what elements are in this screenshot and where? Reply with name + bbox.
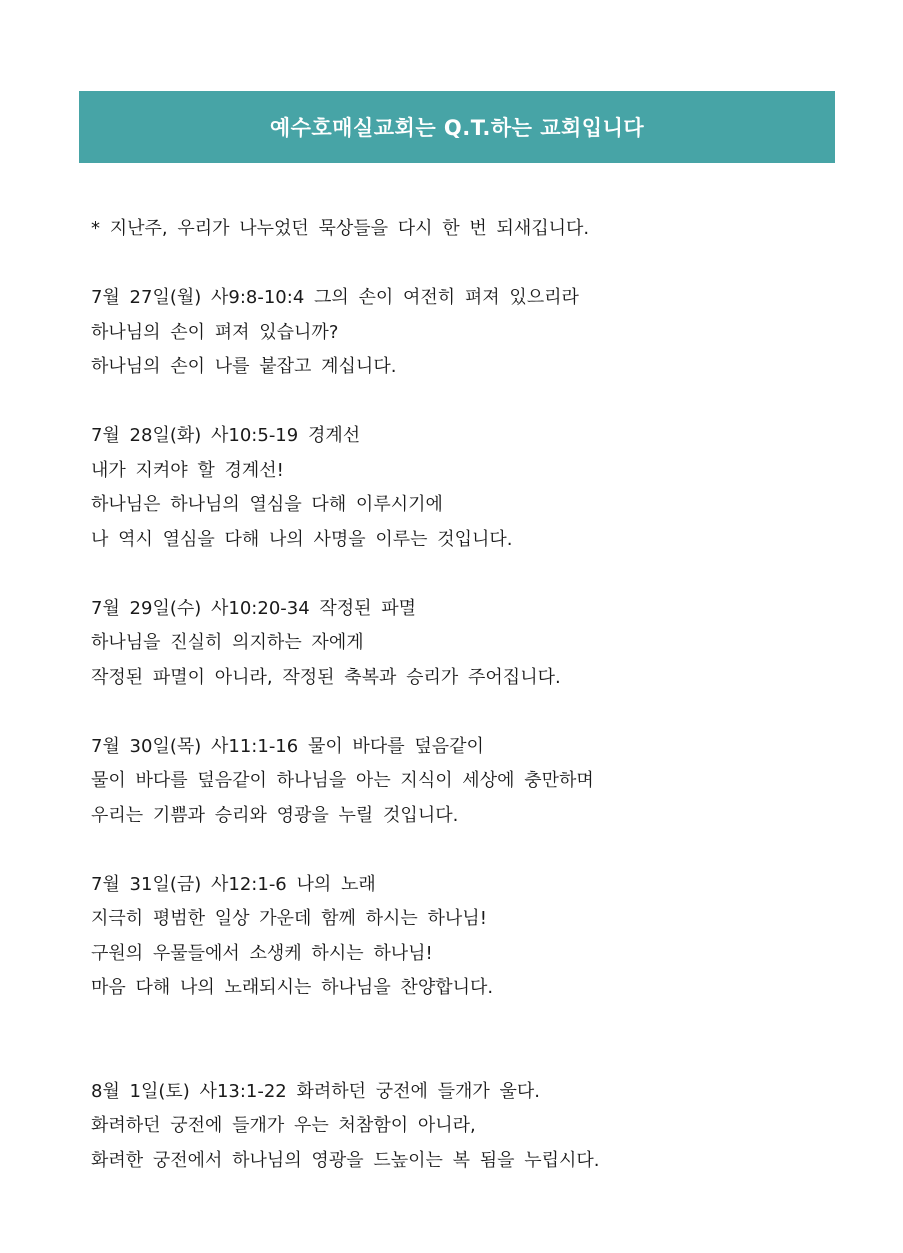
entry-jul-29 (91, 592, 831, 696)
entry-jul-27 (91, 281, 831, 385)
intro-text: * 지난주, 우리가 나누었던 묵상들을 다시 한 번 되새깁니다. (91, 218, 590, 239)
header-banner (79, 91, 835, 163)
entry-line: 우리는 기쁨과 승리와 영광을 누릴 것입니다. (91, 804, 459, 826)
spacer (91, 557, 831, 592)
spacer (91, 1006, 831, 1075)
page-title: 예수호매실교회는 Q.T.하는 교회입니다 (269, 116, 645, 140)
entry-heading: 7월 27일(월) 사9:8-10:4 그의 손이 여전히 펴져 있으리라 (91, 287, 579, 308)
entry-heading: 7월 30일(목) 사11:1-16 물이 바다를 덮음같이 (91, 735, 484, 757)
entry-line: 작정된 파멸이 아니라, 작정된 축복과 승리가 주어집니다. (91, 666, 561, 688)
entry-line: 마음 다해 나의 노래되시는 하나님을 찬양합니다. (91, 977, 494, 998)
entry-line: 하나님의 손이 나를 붙잡고 계십니다. (91, 356, 397, 377)
entry-line: 물이 바다를 덮음같이 하나님을 아는 지식이 세상에 충만하며 (91, 770, 594, 791)
entry-line: 구원의 우물들에서 소생케 하시는 하나님! (91, 942, 433, 964)
entry-jul-30 (91, 730, 831, 834)
entry-line: 화려하던 궁전에 들개가 우는 처참함이 아니라, (91, 1115, 476, 1136)
entry-line: 나 역시 열심을 다해 나의 사명을 이루는 것입니다. (91, 528, 513, 550)
entry-line: 지극히 평범한 일상 가운데 함께 하시는 하나님! (91, 908, 487, 929)
entry-heading: 7월 28일(화) 사10:5-19 경계선 (91, 425, 361, 446)
entry-line: 하나님은 하나님의 열심을 다해 이루시기에 (91, 494, 443, 515)
spacer (91, 247, 831, 282)
spacer (91, 833, 831, 868)
entry-heading: 8월 1일(토) 사13:1-22 화려하던 궁전에 들개가 울다. (91, 1080, 541, 1102)
entry-heading: 7월 31일(금) 사12:1-6 나의 노래 (91, 873, 376, 895)
entry-jul-28 (91, 419, 831, 557)
entry-line: 하나님을 진실히 의지하는 자에게 (91, 632, 364, 653)
entry-jul-31 (91, 868, 831, 1006)
spacer (91, 695, 831, 730)
entry-line: 화려한 궁전에서 하나님의 영광을 드높이는 복 됨을 누립시다. (91, 1149, 600, 1171)
entry-line: 내가 지켜야 할 경계선! (91, 459, 284, 481)
entry-aug-1 (91, 1075, 831, 1179)
entry-line: 하나님의 손이 펴져 있습니까? (91, 321, 339, 343)
entry-heading: 7월 29일(수) 사10:20-34 작정된 파멸 (91, 597, 417, 619)
spacer (91, 385, 831, 420)
devotional-content (91, 212, 831, 1178)
